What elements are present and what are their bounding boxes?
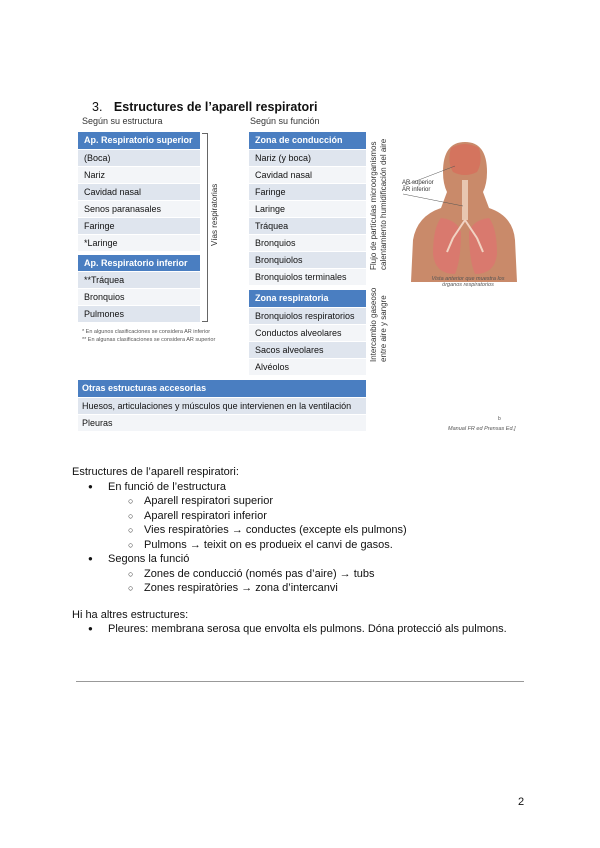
accessory-item: Huesos, articulaciones y músculos que intervienen en la ventilación	[78, 397, 366, 414]
respiratory-zone-item: Conductos alveolares	[249, 324, 366, 341]
conduction-header: Zona de conducción	[249, 132, 366, 149]
accessory-header: Otras estructuras accesorias	[78, 380, 366, 397]
superior-item: *Laringe	[78, 234, 200, 251]
conduction-item: Bronquios	[249, 234, 366, 251]
conduction-item: Bronquiolos terminales	[249, 268, 366, 285]
figure-left-subtitle: Según su estructura	[82, 116, 163, 126]
respiratory-zone-table	[249, 290, 366, 375]
sub-list-item: ○ Pulmons → teixit on es produeix el canvi de gasos.	[108, 538, 507, 553]
respiratory-side-label: entre aire y sangre	[379, 295, 388, 362]
note: ** En algunas clasificaciones se considera AR superior	[82, 337, 216, 343]
other-list	[72, 622, 507, 637]
conduction-item: Nariz (y boca)	[249, 149, 366, 166]
section-heading	[92, 100, 317, 114]
superior-item: (Boca)	[78, 149, 200, 166]
superior-item: Cavidad nasal	[78, 183, 200, 200]
list-item	[72, 480, 507, 553]
accessory-table	[78, 380, 366, 431]
sub-list	[108, 494, 507, 552]
list-item	[72, 552, 507, 596]
inferior-item: **Tráquea	[78, 271, 200, 288]
figure-notes	[82, 328, 215, 344]
superior-header: Ap. Respiratorio superior	[78, 132, 200, 149]
illustration-caption: Vista anterior que muestra los órganos respiratorios	[431, 276, 505, 288]
conduction-item: Faringe	[249, 183, 366, 200]
figure-right-subtitle: Según su función	[250, 116, 320, 126]
note: * En algunos clasificaciones se considera AR inferior	[82, 329, 211, 335]
sub-list-item: ○ Aparell respiratori inferior	[108, 509, 507, 524]
respiratory-zone-item: Sacos alveolares	[249, 341, 366, 358]
ar-inferior-label: AR inferior	[402, 187, 431, 193]
figure-b-mark: b	[498, 416, 501, 422]
vias-brace	[202, 133, 208, 322]
sub-list-item: ○ Aparell respiratori superior	[108, 494, 507, 509]
respiratory-figure	[78, 116, 528, 438]
sub-list-item: ○ Vies respiratòries → conductes (excepte els pulmons)	[108, 523, 507, 538]
superior-item: Faringe	[78, 217, 200, 234]
figure-credit: Manual FR ed Prensas Ed.]	[448, 426, 516, 432]
bullet-label: En funció de l’estructura	[108, 480, 227, 493]
torso-illustration	[403, 136, 519, 282]
term: Pleures	[108, 623, 146, 635]
conduction-item: Cavidad nasal	[249, 166, 366, 183]
accessory-item: Pleuras	[78, 414, 366, 431]
bullet-label: Segons la funció	[108, 553, 190, 565]
bullet-list	[72, 480, 507, 596]
conduction-side-label: Flujo de partículas microorganismos	[369, 141, 378, 270]
inferior-item: Bronquios	[78, 288, 200, 305]
inferior-item: Pulmones	[78, 305, 200, 322]
superior-item: Senos paranasales	[78, 200, 200, 217]
respiratory-anatomy-icon	[403, 136, 519, 282]
conduction-item: Tráquea	[249, 217, 366, 234]
ar-superior-label: AR superior	[402, 180, 434, 186]
sub-list-item: ○ Zones de conducció (només pas d’aire) → tubs	[108, 567, 507, 582]
respiratory-side-label: Intercambio gaseoso	[369, 287, 378, 362]
conduction-side-label: calentamiento humidificación del aire	[379, 138, 388, 270]
intro-text: Estructures de l’aparell respiratori:	[72, 466, 239, 478]
sub-list	[108, 567, 507, 596]
respiratory-zone-item: Bronquiolos respiratorios	[249, 307, 366, 324]
superior-item: Nariz	[78, 166, 200, 183]
respiratory-zone-item: Alvéolos	[249, 358, 366, 375]
inferior-header: Ap. Respiratorio inferior	[78, 254, 200, 271]
conduction-item: Bronquiolos	[249, 251, 366, 268]
vias-label: Vías respiratorias	[210, 183, 219, 246]
other-intro-text: Hi ha altres estructures:	[72, 608, 189, 621]
conduction-table	[249, 132, 366, 285]
conduction-item: Laringe	[249, 200, 366, 217]
term-description: : membrana serosa que envolta els pulmons. Dóna protecció als pulmons.	[145, 623, 507, 635]
body-text	[72, 465, 507, 637]
section-number: 3.	[92, 100, 103, 114]
respiratory-zone-header: Zona respiratoria	[249, 290, 366, 307]
list-item	[72, 622, 507, 637]
sub-list-item: ○ Zones respiratòries → zona d’intercanvi	[108, 581, 507, 596]
page-number: 2	[518, 796, 525, 808]
horizontal-rule	[76, 681, 524, 682]
section-title: Estructures de l’aparell respiratori	[113, 100, 318, 114]
structure-table	[78, 132, 200, 322]
